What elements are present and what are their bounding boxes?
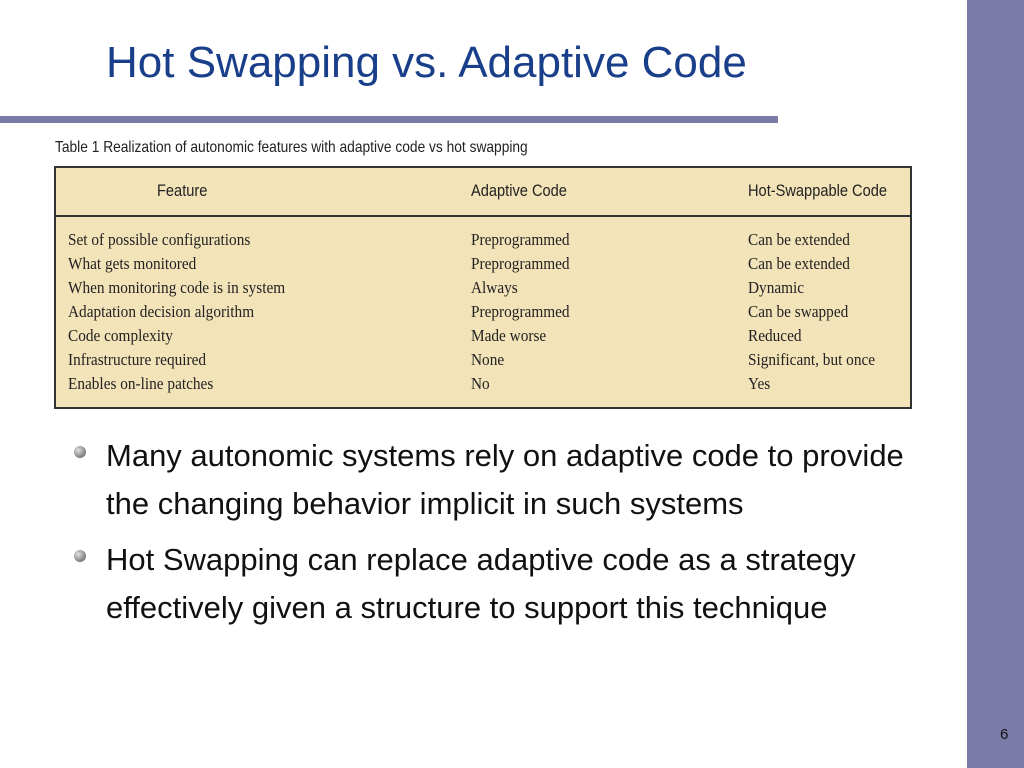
header-hot-swappable-code: Hot-Swappable Code <box>748 181 887 200</box>
cell-hot-swappable: Dynamic <box>748 278 805 297</box>
bullet-text: Hot Swapping can replace adaptive code as a strategy effectively given a structure to support this technique <box>106 542 856 625</box>
bullet-dot-icon <box>74 446 86 458</box>
cell-hot-swappable: Significant, but once <box>748 350 876 369</box>
cell-adaptive: Preprogrammed <box>471 302 570 321</box>
cell-feature: Code complexity <box>68 326 173 345</box>
table-row <box>56 374 910 398</box>
table-body <box>56 230 910 398</box>
cell-hot-swappable: Can be swapped <box>748 302 849 321</box>
table-row <box>56 302 910 326</box>
bullet-item <box>72 432 922 528</box>
cell-feature: What gets monitored <box>68 254 197 273</box>
bullet-list <box>72 432 922 640</box>
cell-feature: Adaptation decision algorithm <box>68 302 255 321</box>
table-row <box>56 326 910 350</box>
cell-feature: When monitoring code is in system <box>68 278 286 297</box>
cell-hot-swappable: Reduced <box>748 326 802 345</box>
cell-feature: Infrastructure required <box>68 350 207 369</box>
table-row <box>56 278 910 302</box>
bullet-text: Many autonomic systems rely on adaptive code to provide the changing behavior implicit in such systems <box>106 438 904 521</box>
cell-adaptive: Preprogrammed <box>471 230 570 249</box>
slide-title: Hot Swapping vs. Adaptive Code <box>106 38 747 87</box>
page-number: 6 <box>1000 726 1009 743</box>
cell-adaptive: Always <box>471 278 518 297</box>
header-feature: Feature <box>157 181 208 200</box>
cell-hot-swappable: Yes <box>748 374 771 393</box>
title-divider <box>0 116 778 123</box>
cell-adaptive: None <box>471 350 505 369</box>
table-row <box>56 254 910 278</box>
cell-adaptive: Preprogrammed <box>471 254 570 273</box>
bullet-dot-icon <box>74 550 86 562</box>
cell-hot-swappable: Can be extended <box>748 230 850 249</box>
cell-feature: Set of possible configurations <box>68 230 251 249</box>
table-caption: Table 1 Realization of autonomic features with adaptive code vs hot swapping <box>55 139 528 156</box>
table-row <box>56 230 910 254</box>
header-adaptive-code: Adaptive Code <box>471 181 567 200</box>
table-header <box>56 168 910 217</box>
cell-hot-swappable: Can be extended <box>748 254 850 273</box>
cell-feature: Enables on-line patches <box>68 374 214 393</box>
cell-adaptive: No <box>471 374 490 393</box>
bullet-item <box>72 536 922 632</box>
comparison-table <box>54 166 912 409</box>
cell-adaptive: Made worse <box>471 326 547 345</box>
side-accent-bar <box>967 0 1024 768</box>
table-row <box>56 350 910 374</box>
